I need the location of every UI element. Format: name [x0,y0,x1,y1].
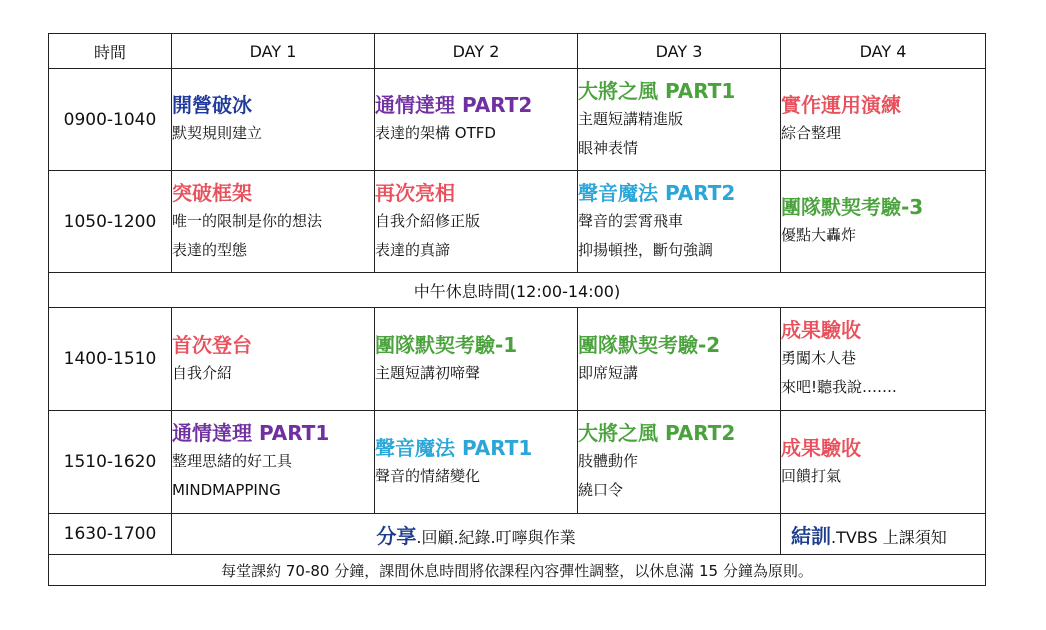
session-detail: MINDMAPPING [172,481,281,499]
final-row [49,514,986,555]
session-detail: 抑揚頓挫，斷句強調 [578,240,714,259]
table-row [49,171,986,273]
session-cell [375,411,578,514]
session-title: 通情達理 PART2 [375,93,533,117]
closing-cell [781,514,986,555]
footnote: 每堂課約 70-80 分鐘，課間休息時間將依課程內容彈性調整，以休息滿 15 分鐘為原則。 [49,555,986,586]
time-slot: 1400-1510 [49,308,172,411]
session-cell [172,69,375,171]
session-detail: 主題短講初啼聲 [375,363,481,382]
table-row [49,69,986,171]
session-cell [781,69,986,171]
session-detail: 主題短講精進版 [578,109,684,128]
session-title: 實作運用演練 [781,93,901,117]
session-cell [375,308,578,411]
time-slot: 1050-1200 [49,171,172,273]
header-row [49,34,986,69]
time-slot: 0900-1040 [49,69,172,171]
session-detail: 唯一的限制是你的想法 [172,211,323,230]
session-detail: 聲音的雲霄飛車 [578,211,684,230]
session-detail: 即席短講 [578,363,639,382]
session-title: 大將之風 PART1 [578,78,736,103]
session-detail: 表達的架構 OTFD [375,124,496,142]
time-slot: 1510-1620 [49,411,172,514]
session-detail: 整理思緒的好工具 [172,452,293,470]
sharing-cell [172,514,781,555]
session-cell [578,308,781,411]
session-detail: 表達的型態 [172,240,248,259]
session-title: 突破框架 [172,180,252,205]
session-cell [172,411,375,514]
lunch-break: 中午休息時間(12:00-14:00) [49,273,986,308]
closing-title: 結訓 [791,523,831,548]
table-row [49,411,986,514]
session-cell [781,308,986,411]
session-cell [578,171,781,273]
session-detail: 默契規則建立 [172,124,263,142]
schedule-table [48,33,986,586]
session-title: 團隊默契考驗-3 [781,195,924,219]
session-detail: 肢體動作 [578,452,639,470]
session-title: 首次登台 [172,332,252,357]
session-cell [172,171,375,273]
session-detail: 綜合整理 [781,124,842,142]
session-cell [781,411,986,514]
session-cell [781,171,986,273]
session-detail: 自我介紹修正版 [375,211,481,230]
session-cell [578,69,781,171]
note-row [49,555,986,586]
session-detail: 來吧!聽我說……. [781,378,897,396]
session-title: 成果驗收 [781,318,861,342]
session-detail: 優點大轟炸 [781,226,857,244]
session-detail: 回饋打氣 [781,466,842,485]
session-cell [172,308,375,411]
session-cell [375,171,578,273]
header-day1: DAY 1 [172,34,375,69]
session-title: 成果驗收 [781,435,861,460]
session-title: 再次亮相 [375,180,455,205]
session-detail: 勇闖木人巷 [781,349,857,367]
session-title: 聲音魔法 PART1 [375,435,533,460]
session-cell [578,411,781,514]
session-detail: 眼神表情 [578,138,639,157]
session-title: 通情達理 PART1 [172,421,330,445]
session-title: 開營破冰 [172,93,252,117]
session-detail: 聲音的情緒變化 [375,466,481,485]
header-time: 時間 [49,34,172,69]
time-slot: 1630-1700 [49,514,172,555]
session-title: 聲音魔法 PART2 [578,180,736,205]
session-cell [375,69,578,171]
header-day4: DAY 4 [781,34,986,69]
session-detail: 繞口令 [578,481,624,499]
table-row [49,308,986,411]
sharing-title: 分享 [376,523,417,548]
session-detail: 表達的真諦 [375,240,451,259]
session-title: 團隊默契考驗-2 [578,332,721,357]
sharing-detail: .回顧.紀錄.叮嚀與作業 [416,527,576,547]
session-title: 大將之風 PART2 [578,421,736,445]
session-title: 團隊默契考驗-1 [375,332,518,357]
lunch-row [49,273,986,308]
header-day2: DAY 2 [375,34,578,69]
session-detail: 自我介紹 [172,363,233,382]
header-day3: DAY 3 [578,34,781,69]
closing-detail: .TVBS 上課須知 [831,527,947,547]
